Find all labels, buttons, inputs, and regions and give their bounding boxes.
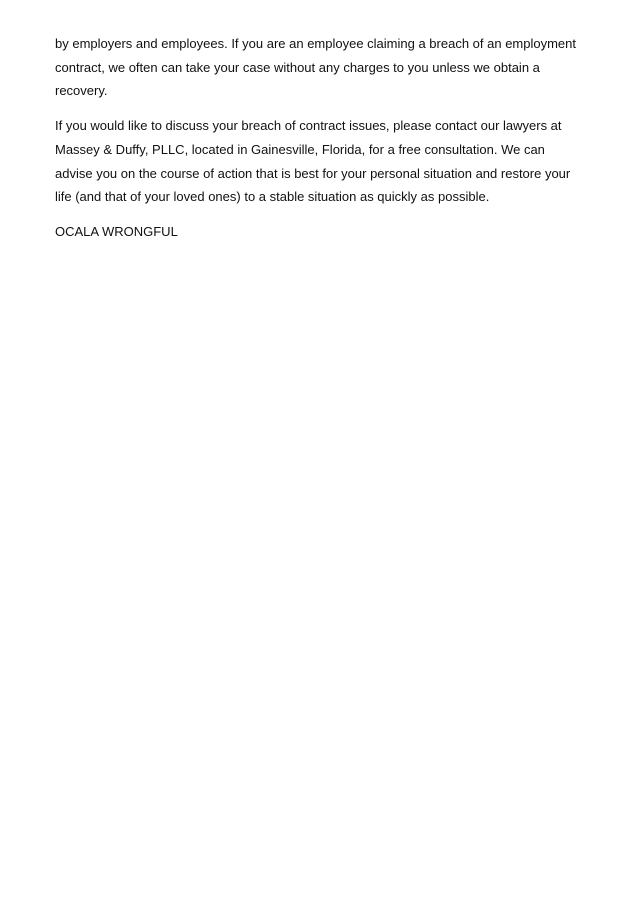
paragraph-contact-lawyers: If you would like to discuss your breach of contract issues, please contact our lawyers at Massey & Duffy, PLLC, located in Gainesville, Florida, for a free consultation. We can advise you on the course of action that is best for your personal situation and restore your life (and that of your loved ones) to a stable situation as quickly as possible. bbox=[55, 118, 571, 205]
section-heading: OCALA WRONGFUL bbox=[55, 223, 178, 239]
document-body bbox=[55, 32, 585, 244]
paragraph-employment-contract: by employers and employees. If you are an employee claiming a breach of an employment contract, we often can take your case without any charges to you unless we obtain a recovery. bbox=[55, 36, 577, 99]
